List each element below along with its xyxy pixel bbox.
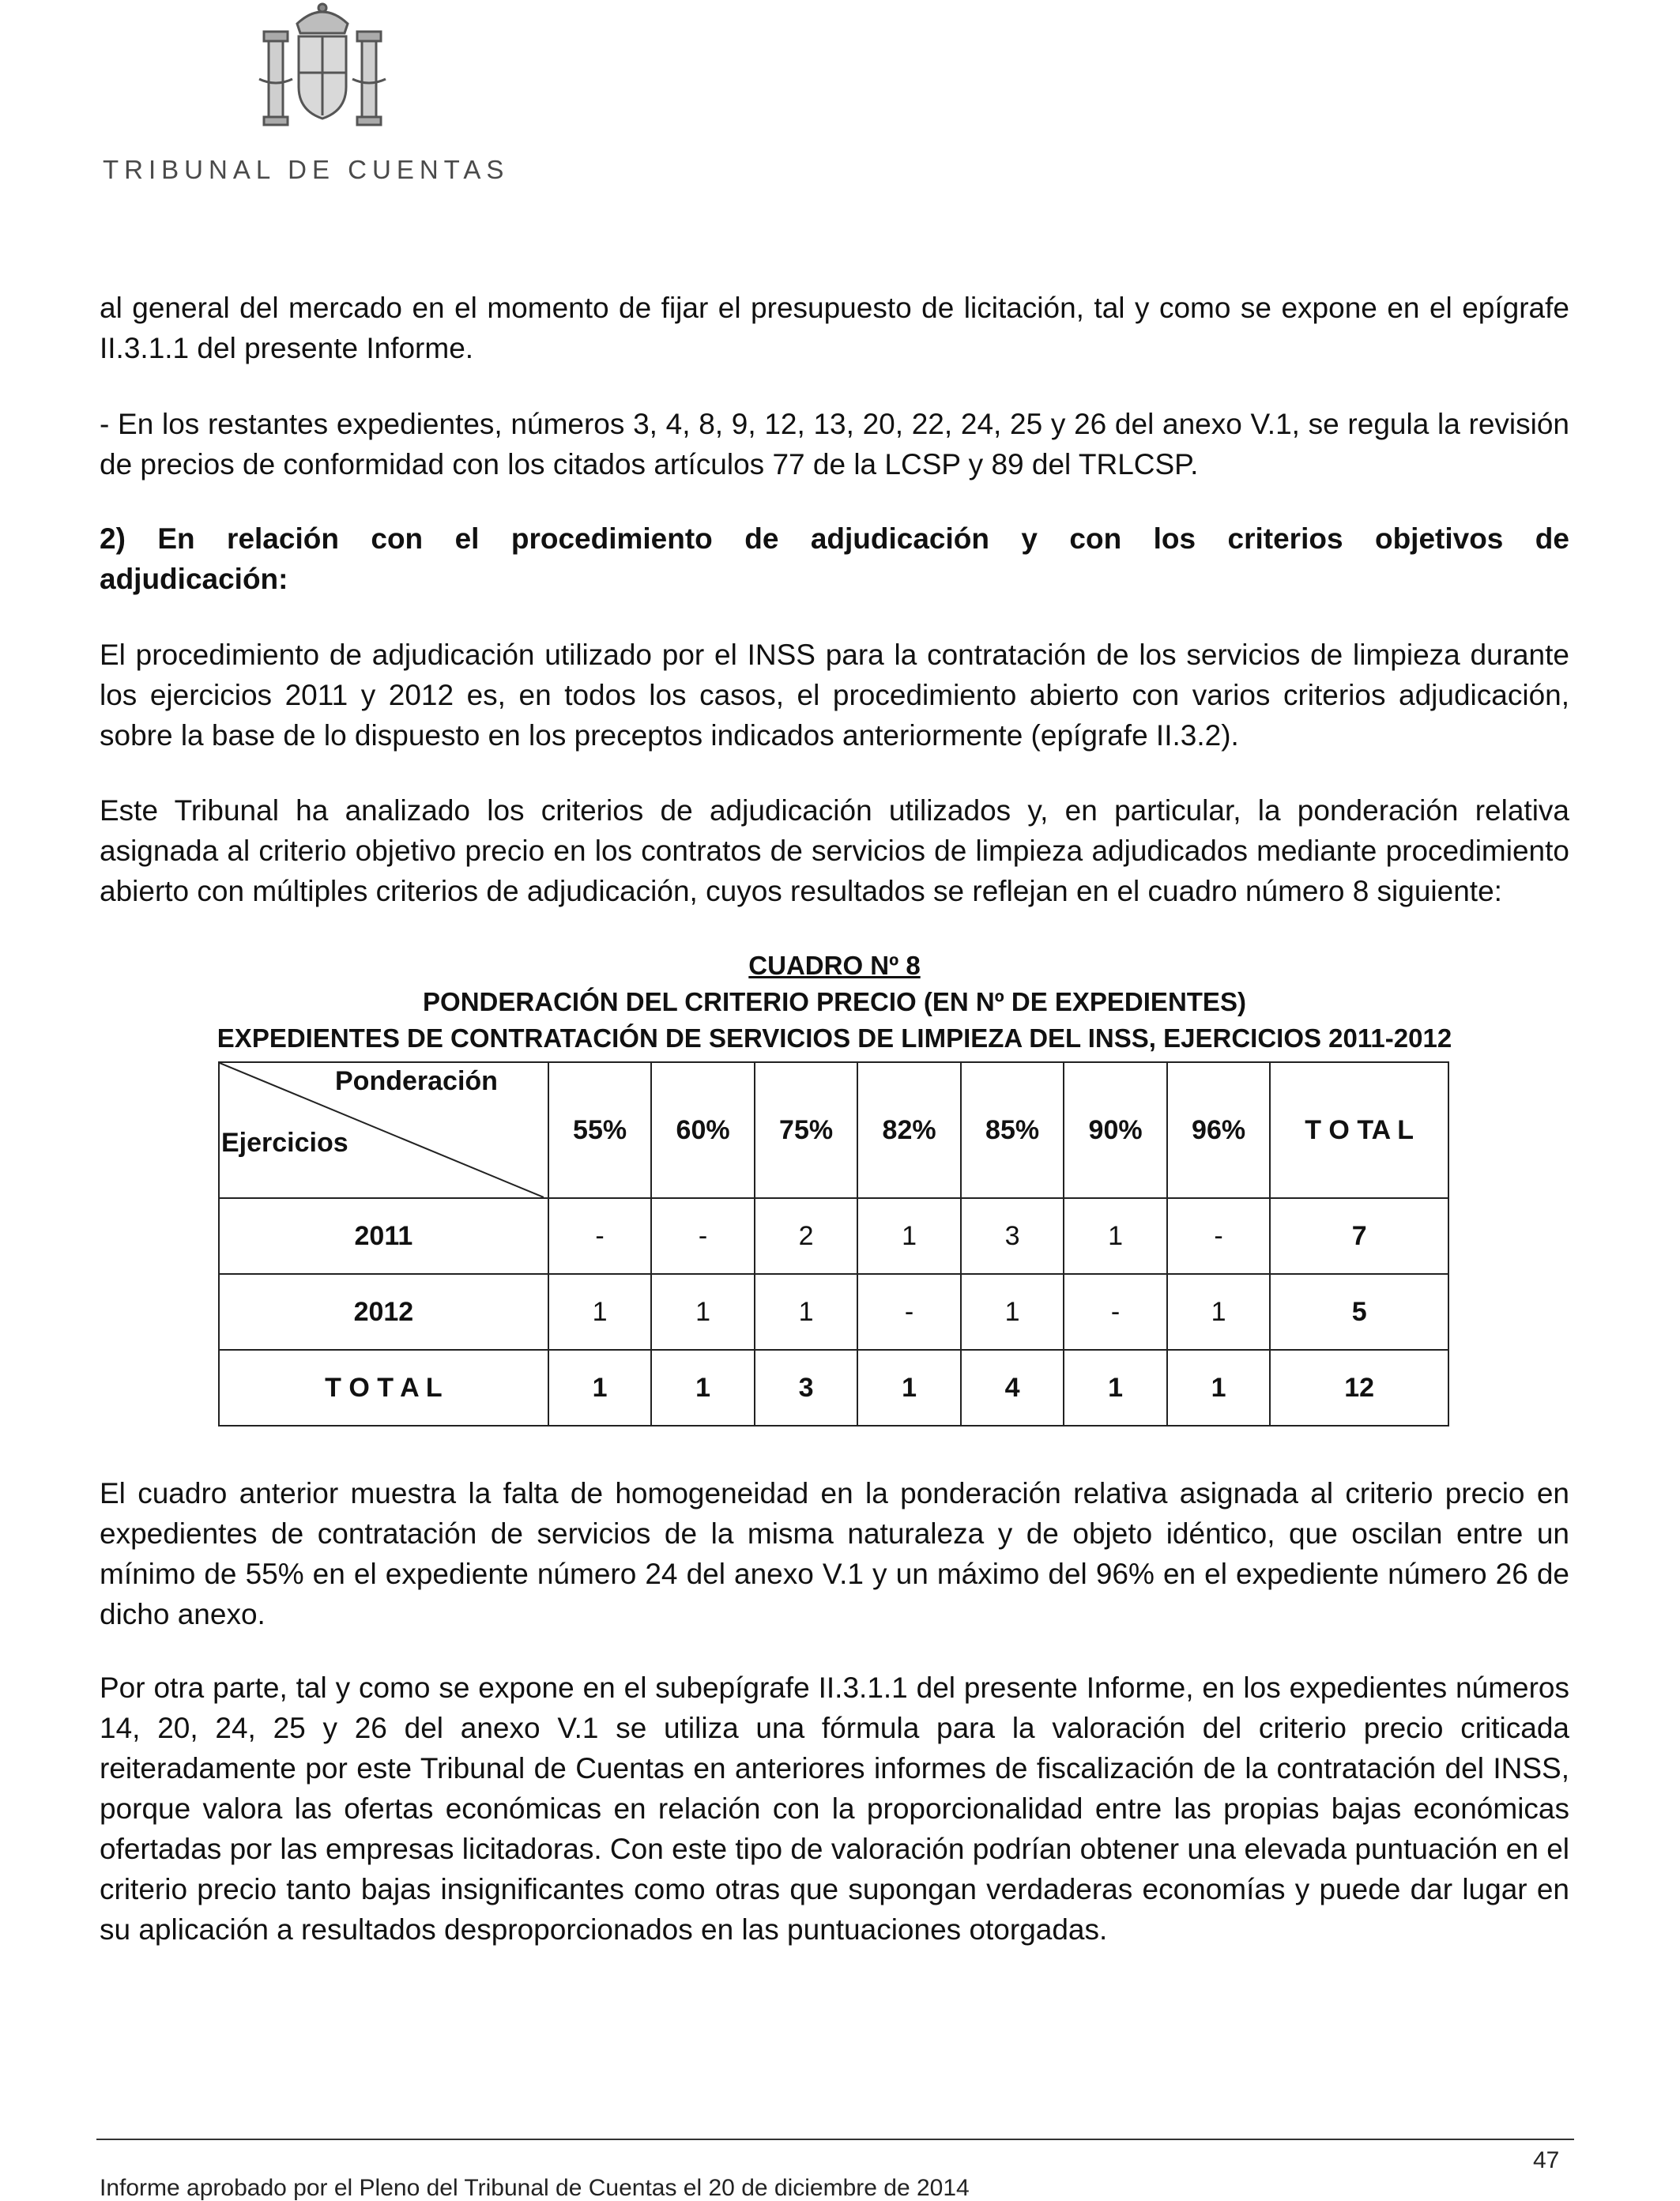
column-header: 85% [961, 1062, 1064, 1198]
paragraph-formula: Por otra parte, tal y como se expone en el subepígrafe II.3.1.1 del presente Informe, en los expedientes números 14, 20, 24, 25 y 26 del anexo V.1 se utiliza una fórmula para la valoración del criterio precio criticada reiteradamente por este Tribunal de Cuentas en anteriores informes de fiscalización de la contratación del INSS, porque valora las ofertas económicas en relación con la proporcionalidad entre las propias bajas económicas ofertadas por las empresas licitadoras. Con este tipo de valoración podrían obtener una elevada puntuación en el criterio precio tanto bajas insignificantes como otras que supongan verdaderas economías y puede dar lugar en su aplicación a resultados desproporcionados en las puntuaciones otorgadas. [100, 1671, 1569, 1946]
table-cell: - [857, 1274, 961, 1350]
cuadro-subtitle: EXPEDIENTES DE CONTRATACIÓN DE SERVICIOS DE LIMPIEZA DEL INSS, EJERCICIOS 2011-2012 [217, 1023, 1452, 1053]
footer-divider [96, 2139, 1574, 2140]
table-cell: 1 [1167, 1274, 1271, 1350]
table-cell-total: 12 [1270, 1350, 1448, 1426]
cuadro-title: PONDERACIÓN DEL CRITERIO PRECIO (EN Nº DE EXPEDIENTES) [423, 987, 1246, 1016]
column-header: 75% [755, 1062, 858, 1198]
column-header: 55% [548, 1062, 652, 1198]
column-header: 60% [651, 1062, 755, 1198]
row-label: T O T A L [219, 1350, 548, 1426]
column-header: 90% [1064, 1062, 1167, 1198]
row-label: 2011 [219, 1198, 548, 1274]
table-cell: 2 [755, 1198, 858, 1274]
table-cell: - [651, 1198, 755, 1274]
footer-note: Informe aprobado por el Pleno del Tribunal de Cuentas el 20 de diciembre de 2014 [100, 2175, 970, 2201]
table-cell: 1 [755, 1274, 858, 1350]
table-row-total [219, 1350, 1448, 1426]
column-header: 82% [857, 1062, 961, 1198]
table-cell: - [1064, 1274, 1167, 1350]
table-cell: - [1167, 1198, 1271, 1274]
table-row [219, 1274, 1448, 1350]
paragraph-homogeneidad: El cuadro anterior muestra la falta de homogeneidad en la ponderación relativa asignada al criterio precio en expedientes de contratación de servicios de la misma naturaleza y de objeto idéntico, que oscilan entre un mínimo de 55% en el expediente número 24 del anexo V.1 y un máximo del 96% en el expediente número 26 de dicho anexo. [100, 1477, 1569, 1630]
corner-cell [219, 1062, 548, 1198]
table-row [219, 1198, 1448, 1274]
table-cell: - [548, 1198, 652, 1274]
page-number: 47 [1533, 2147, 1560, 2173]
table-cell: 3 [755, 1350, 858, 1426]
table-cell-total: 7 [1270, 1198, 1448, 1274]
table-cell: 1 [548, 1274, 652, 1350]
corner-header-ejercicios: Ejercicios [221, 1128, 348, 1158]
corner-header-ponderacion: Ponderación [335, 1066, 498, 1096]
coat-of-arms-logo [251, 0, 394, 134]
table-cell-total: 5 [1270, 1274, 1448, 1350]
table-cell: 3 [961, 1198, 1064, 1274]
table-cell: 1 [651, 1350, 755, 1426]
table-cell: 4 [961, 1350, 1064, 1426]
institution-name: TRIBUNAL DE CUENTAS [103, 155, 510, 184]
cuadro-table [218, 1061, 1449, 1427]
column-header: 96% [1167, 1062, 1271, 1198]
table-cell: 1 [1064, 1198, 1167, 1274]
table-cell: 1 [857, 1350, 961, 1426]
table-cell: 1 [961, 1274, 1064, 1350]
cuadro-number: CUADRO Nº 8 [748, 951, 921, 980]
section-heading: 2) En relación con el procedimiento de adjudicación y con los criterios objetivos de adjudicación: [100, 522, 1569, 595]
table-cell: 1 [1064, 1350, 1167, 1426]
table-header-row [219, 1062, 1448, 1198]
paragraph-intro: al general del mercado en el momento de fijar el presupuesto de licitación, tal y como se expone en el epígrafe II.3.1.1 del presente Informe. [100, 292, 1569, 364]
paragraph-procedimiento: El procedimiento de adjudicación utilizado por el INSS para la contratación de los servicios de limpieza durante los ejercicios 2011 y 2012 es, en todos los casos, el procedimiento abierto con varios criterios adjudicación, sobre la base de lo dispuesto en los preceptos indicados anteriormente (epígrafe II.3.2). [100, 639, 1569, 752]
paragraph-criterios: Este Tribunal ha analizado los criterios de adjudicación utilizados y, en particular, la ponderación relativa asignada al criterio objetivo precio en los contratos de servicios de limpieza adjudicados mediante procedimiento abierto con múltiples criterios de adjudicación, cuyos resultados se reflejan en el cuadro número 8 siguiente: [100, 794, 1569, 907]
column-header-total: T O TA L [1270, 1062, 1448, 1198]
table-cell: 1 [1167, 1350, 1271, 1426]
table-cell: 1 [857, 1198, 961, 1274]
table-cell: 1 [651, 1274, 755, 1350]
paragraph-revision-precios: - En los restantes expedientes, números 3, 4, 8, 9, 12, 13, 20, 22, 24, 25 y 26 del anexo V.1, se regula la revisión de precios de conformidad con los citados artículos 77 de la LCSP y 89 del TRLCSP. [100, 408, 1569, 481]
table-cell: 1 [548, 1350, 652, 1426]
row-label: 2012 [219, 1274, 548, 1350]
